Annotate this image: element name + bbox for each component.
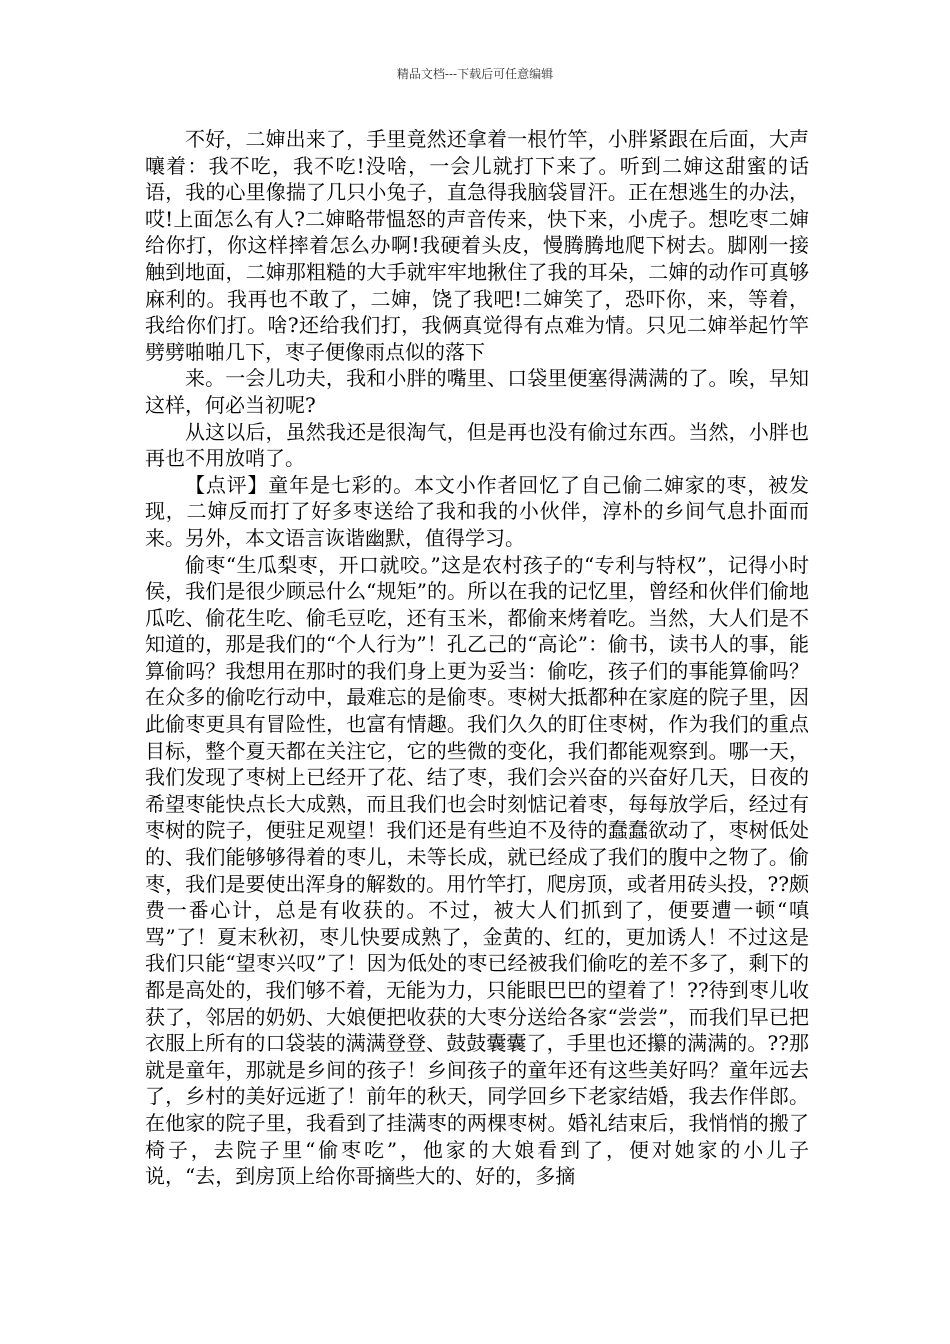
document-body [145, 126, 809, 1190]
paragraph-4: 【点评】童年是七彩的。本文小作者回忆了自己偷二婶家的枣，被发现，二婶反而打了好多枣送给了我和我的小伙伴，淳朴的乡间气息扑面而来。另外，本文语言诙谐幽默，值得学习。 [145, 472, 809, 550]
page-header: 精品文档---下载后可任意编辑 [396, 67, 554, 81]
paragraph-1: 不好，二婶出来了，手里竟然还拿着一根竹竿，小胖紧跟在后面，大声嚷着：我不吃，我不吃!没啥，一会儿就打下来了。听到二婶这甜蜜的话语，我的心里像揣了几只小兔子，直急得我脑袋冒汗。正在想逃生的办法，哎!上面怎么有人?二婶略带愠怒的声音传来，快下来，小虎子。想吃枣二婶给你打，你这样摔着怎么办啊!我硬着头皮，慢腾腾地爬下树去。脚刚一接触到地面，二婶那粗糙的大手就牢牢地揪住了我的耳朵，二婶的动作可真够麻利的。我再也不敢了，二婶，饶了我吧!二婶笑了，恐吓你，来，等着，我给你们打。啥?还给我们打，我俩真觉得有点难为情。只见二婶举起竹竿劈劈啪啪几下，枣子便像雨点似的落下 [145, 127, 809, 364]
paragraph-3: 从这以后，虽然我还是很淘气，但是再也没有偷过东西。当然，小胖也再也不用放哨了。 [145, 419, 809, 471]
paragraph-5: 偷枣“生瓜梨枣，开口就咬。”这是农村孩子的“专利与特权”，记得小时侯，我们是很少顾忌什么“规矩”的。所以在我的记忆里，曾经和伙伴们偷地瓜吃、偷花生吃、偷毛豆吃，还有玉米，都偷来烤着吃。当然，大人们是不知道的，那是我们的“个人行为”！孔乙己的“高论”：偷书，读书人的事，能算偷吗？我想用在那时的我们身上更为妥当：偷吃，孩子们的事能算偷吗？在众多的偷吃行动中，最难忘的是偷枣。枣树大抵都种在家庭的院子里，因此偷枣更具有冒险性，也富有情趣。我们久久的盯住枣树，作为我们的重点目标，整个夏天都在关注它，它的些微的变化，我们都能观察到。哪一天，我们发现了枣树上已经开了花、结了枣，我们会兴奋的兴奋好几天，日夜的希望枣能快点长大成熟，而且我们也会时刻惦记着枣，每每放学后，经过有枣树的院子，便驻足观望！我们还是有些迫不及待的蠢蠢欲动了，枣树低处的、我们能够够得着的枣儿，未等长成，就已经成了我们的腹中之物了。偷枣，我们是要使出浑身的解数的。用竹竿打，爬房顶，或者用砖头投，??颇费一番心计，总是有收获的。不过，被大人们抓到了，便要遭一顿“嗔骂”了！夏末秋初，枣儿快要成熟了，金黄的、红的，更加诱人！不过这是我们只能“望枣兴叹”了！因为低处的枣已经被我们偷吃的差不多了，剩下的都是高处的，我们够不着，无能为力，只能眼巴巴的望着了！??待到枣儿收获了，邻居的奶奶、大娘便把收获的大枣分送给各家“尝尝”，而我们早已把衣服上所有的口袋装的满满登登、鼓鼓囊囊了，手里也还攥的满满的。??那就是童年，那就是乡间的孩子！乡间孩子的童年还有这些美好吗？童年远去了，乡村的美好远逝了！前年的秋天，同学回乡下老家结婚，我去作伴郎。在他家的院子里，我看到了挂满枣的两棵枣树。婚礼结束后，我悄悄的搬了椅子，去院子里“偷枣吃”，他家的大娘看到了，便对她家的小儿子说，“去，到房顶上给你哥摘些大的、好的，多摘 [145, 552, 809, 1189]
paragraph-2: 来。一会儿功夫，我和小胖的嘴里、口袋里便塞得满满的了。唉，早知这样，何必当初呢? [145, 366, 809, 417]
